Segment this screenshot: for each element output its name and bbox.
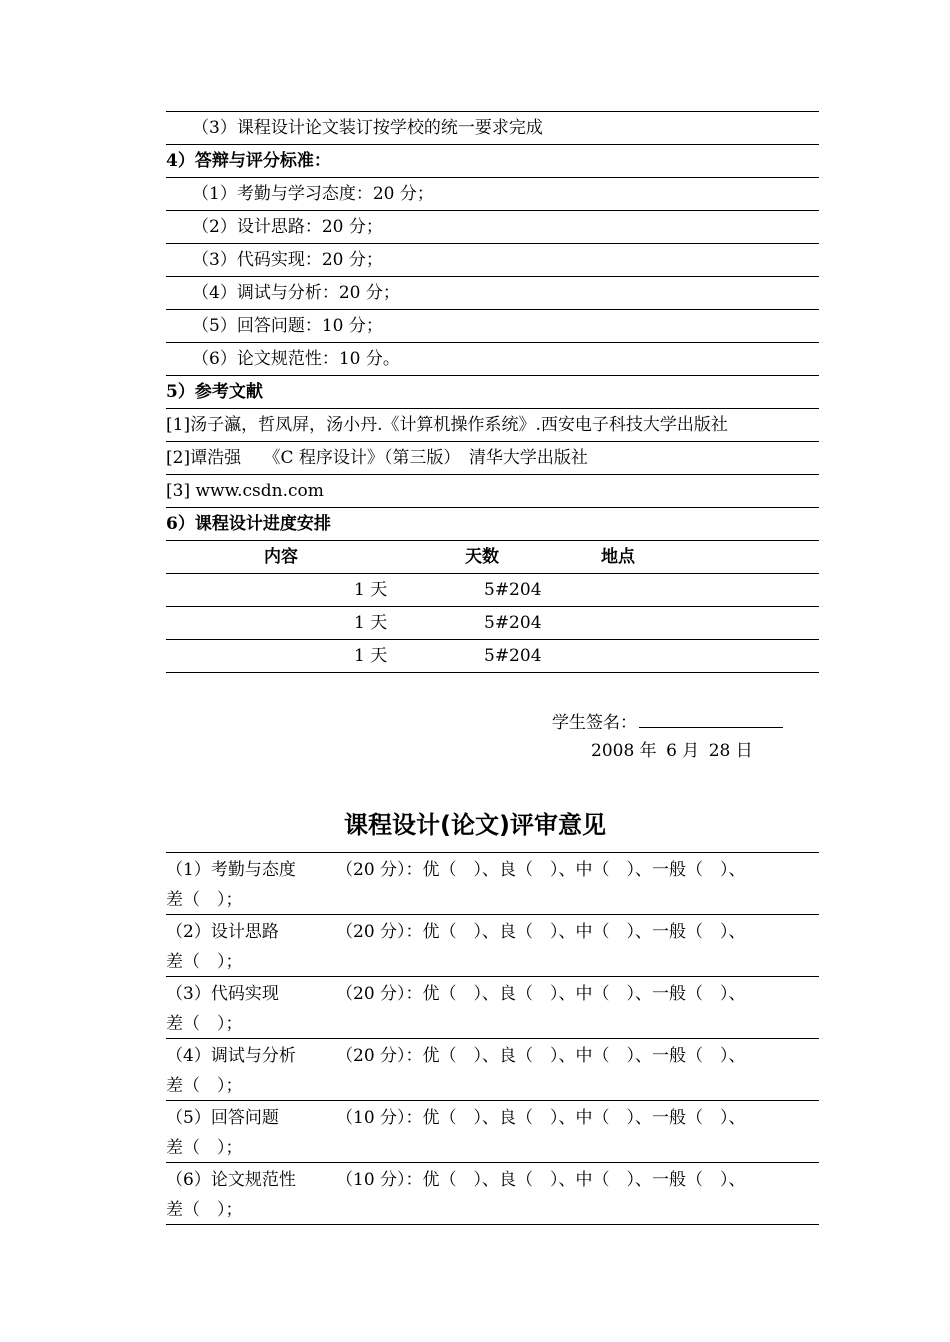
review-grade-options: 优（ ）、良（ ）、中（ ）、一般（ ）、 bbox=[422, 1108, 746, 1128]
schedule-heading: 6）课程设计进度安排 bbox=[166, 507, 819, 540]
review-grade-tail: 差（ ）； bbox=[166, 1014, 243, 1034]
review-row bbox=[166, 914, 819, 976]
review-item-name: （3）代码实现 bbox=[166, 984, 279, 1004]
schedule-header-days: 天数 bbox=[465, 547, 499, 567]
review-row bbox=[166, 976, 819, 1038]
requirements-block bbox=[166, 111, 819, 673]
review-title: 课程设计(论文)评审意见 bbox=[344, 811, 606, 839]
review-item-name: （6）论文规范性 bbox=[166, 1170, 296, 1190]
review-item-name: （5）回答问题 bbox=[166, 1108, 279, 1128]
rule-line bbox=[166, 1224, 819, 1225]
review-item-score: （10 分）： bbox=[336, 1170, 423, 1190]
student-signature bbox=[552, 709, 783, 737]
grading-item: （6）论文规范性：10 分。 bbox=[166, 342, 819, 375]
grading-heading: 4）答辩与评分标准： bbox=[166, 144, 819, 177]
review-grade-tail: 差（ ）； bbox=[166, 1138, 243, 1158]
review-grade-options: 优（ ）、良（ ）、中（ ）、一般（ ）、 bbox=[422, 860, 746, 880]
reference-item: [3] www.csdn.com bbox=[166, 474, 819, 507]
binding-requirement: （3）课程设计论文装订按学校的统一要求完成 bbox=[166, 111, 819, 144]
schedule-row bbox=[166, 573, 819, 606]
date-day: 28 日 bbox=[708, 741, 753, 761]
schedule-header-place: 地点 bbox=[601, 547, 635, 567]
signature-date bbox=[591, 737, 757, 765]
review-grade-options: 优（ ）、良（ ）、中（ ）、一般（ ）、 bbox=[422, 1170, 746, 1190]
review-grade-tail: 差（ ）； bbox=[166, 952, 243, 972]
reference-item: [1]汤子瀛，哲凤屏，汤小丹.《计算机操作系统》.西安电子科技大学出版社 bbox=[166, 408, 819, 441]
schedule-header-row bbox=[166, 540, 819, 573]
review-item-score: （20 分）： bbox=[336, 984, 423, 1004]
date-month: 6 月 bbox=[666, 741, 700, 761]
schedule-place: 5#204 bbox=[484, 646, 542, 666]
review-row bbox=[166, 1100, 819, 1162]
grading-item: （4）调试与分析：20 分； bbox=[166, 276, 819, 309]
review-item-score: （20 分）： bbox=[336, 1046, 423, 1066]
schedule-days: 1 天 bbox=[354, 613, 388, 633]
rule-line bbox=[166, 672, 819, 673]
grading-item: （5）回答问题：10 分； bbox=[166, 309, 819, 342]
review-row bbox=[166, 1038, 819, 1100]
review-grade-options: 优（ ）、良（ ）、中（ ）、一般（ ）、 bbox=[422, 984, 746, 1004]
review-item-score: （20 分）： bbox=[336, 922, 423, 942]
review-grade-options: 优（ ）、良（ ）、中（ ）、一般（ ）、 bbox=[422, 1046, 746, 1066]
review-grade-tail: 差（ ）； bbox=[166, 890, 243, 910]
review-row bbox=[166, 852, 819, 914]
schedule-days: 1 天 bbox=[354, 580, 388, 600]
review-grade-options: 优（ ）、良（ ）、中（ ）、一般（ ）、 bbox=[422, 922, 746, 942]
review-row bbox=[166, 1162, 819, 1224]
grading-item: （1）考勤与学习态度：20 分； bbox=[166, 177, 819, 210]
review-grade-tail: 差（ ）； bbox=[166, 1076, 243, 1096]
schedule-place: 5#204 bbox=[484, 613, 542, 633]
reference-item: [2]谭浩强 《C 程序设计》（第三版） 清华大学出版社 bbox=[166, 441, 819, 474]
review-item-score: （10 分）： bbox=[336, 1108, 423, 1128]
review-grade-tail: 差（ ）； bbox=[166, 1200, 243, 1220]
schedule-place: 5#204 bbox=[484, 580, 542, 600]
review-item-name: （2）设计思路 bbox=[166, 922, 279, 942]
schedule-row bbox=[166, 606, 819, 639]
review-table bbox=[166, 852, 819, 1225]
references-heading: 5）参考文献 bbox=[166, 375, 819, 408]
date-year: 2008 年 bbox=[591, 741, 657, 761]
signature-label: 学生签名： bbox=[552, 713, 637, 733]
grading-item: （2）设计思路：20 分； bbox=[166, 210, 819, 243]
review-item-name: （4）调试与分析 bbox=[166, 1046, 296, 1066]
schedule-header-content: 内容 bbox=[264, 547, 298, 567]
review-item-score: （20 分）： bbox=[336, 860, 423, 880]
schedule-row bbox=[166, 639, 819, 672]
review-item-name: （1）考勤与态度 bbox=[166, 860, 296, 880]
grading-item: （3）代码实现：20 分； bbox=[166, 243, 819, 276]
signature-line[interactable] bbox=[639, 709, 783, 728]
schedule-days: 1 天 bbox=[354, 646, 388, 666]
